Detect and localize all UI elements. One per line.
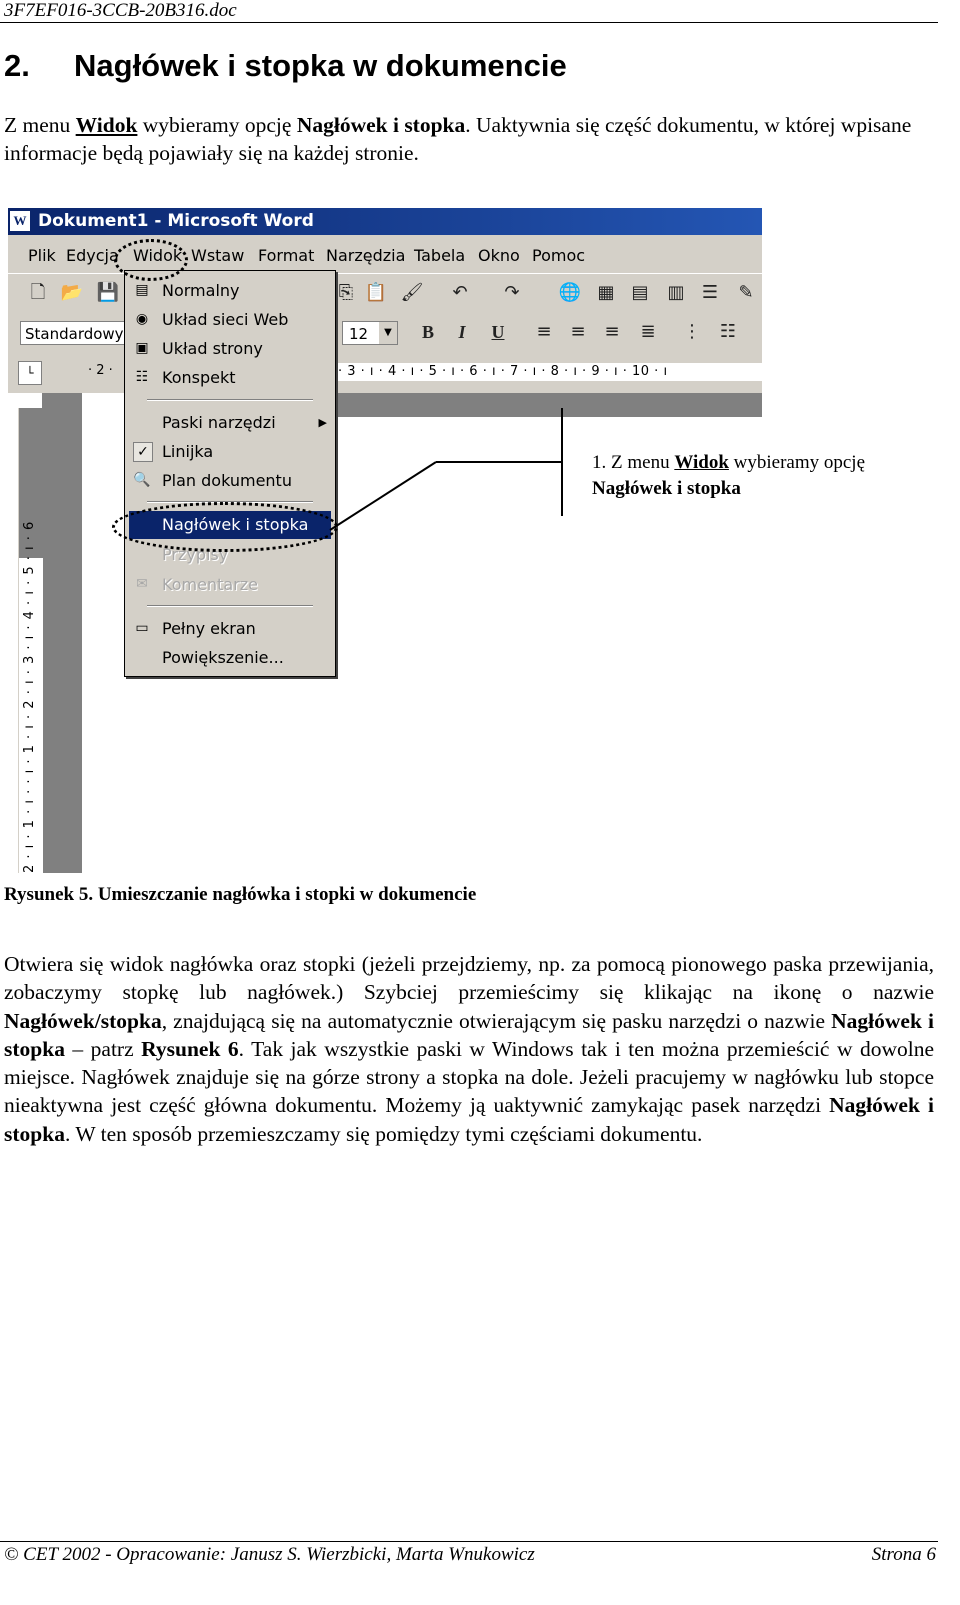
menu-narzedzia[interactable]: Narzędzia <box>326 246 406 265</box>
intro-text: Z menu <box>4 113 76 137</box>
menu-item-uklad-web[interactable] <box>125 306 335 334</box>
menu-wstaw[interactable]: Wstaw <box>191 246 245 265</box>
italic-button[interactable]: I <box>458 322 466 342</box>
page-layout-icon: ▣ <box>135 340 149 356</box>
menu-item-paski-narzedzi[interactable] <box>125 409 335 437</box>
naglowek-highlight-ring <box>112 502 338 552</box>
body-bold: Nagłówek i stopka <box>4 1093 935 1146</box>
submenu-arrow-icon: ▶ <box>318 416 327 429</box>
menu-item-label: Normalny <box>162 281 240 300</box>
page-number: Strona 6 <box>871 1544 936 1565</box>
menu-item-konspekt[interactable] <box>125 364 335 392</box>
menu-pomoc[interactable]: Pomoc <box>532 246 586 265</box>
menu-item-pelny-ekran[interactable] <box>125 615 335 643</box>
menu-item-uklad-strony[interactable] <box>125 335 335 363</box>
word-titlebar <box>8 208 762 235</box>
menu-item-label: Układ strony <box>162 339 263 358</box>
check-icon: ✓ <box>133 442 153 462</box>
redo-icon[interactable]: ↷ <box>504 282 520 303</box>
callout-widok: Widok <box>674 452 729 473</box>
style-select[interactable]: Standardowy <box>20 321 128 345</box>
menu-widok[interactable]: Widok <box>133 246 183 265</box>
menu-tabela[interactable]: Tabela <box>414 246 466 265</box>
figure-caption: Rysunek 5. Umieszczanie nagłówka i stopki w dokumencie <box>4 884 477 905</box>
full-screen-icon: ▭ <box>135 620 149 636</box>
document-filename: 3F7EF016-3CCB-20B316.doc <box>4 0 237 21</box>
header-rule <box>0 22 938 23</box>
menu-item-label: Konspekt <box>162 368 236 387</box>
hyperlink-icon[interactable]: 🌐 <box>558 282 582 303</box>
save-icon[interactable]: 💾 <box>96 282 120 303</box>
body-text: . W ten sposób przemieszczamy się pomiędzy tymi częściami dokumentu. <box>64 1121 703 1146</box>
section-number: 2. <box>4 48 30 83</box>
menu-item-label: Paski narzędzi <box>162 413 276 432</box>
font-size-select[interactable] <box>342 321 398 345</box>
intro-naglowek: Nagłówek i stopka <box>296 113 466 137</box>
workspace-margin-top <box>334 393 762 417</box>
workspace-margin <box>42 393 82 873</box>
callout-text <box>592 450 865 502</box>
menu-okno[interactable]: Okno <box>478 246 520 265</box>
paste-icon[interactable]: 📋 <box>364 282 388 303</box>
body-bold: Nagłówek/stopka <box>4 1008 162 1033</box>
justify-icon[interactable]: ≣ <box>640 321 656 342</box>
align-right-icon[interactable]: ≡ <box>604 321 620 342</box>
body-text: . Tak jak wszystkie paski w Windows tak i ten można przemieścić w dowolne miejsce. Nagłówek znajduje się na górze strony a stopka na dole. Jeżeli pracujemy w nagłówku lub stopce nieaktywna jest część główna dokumentu. Możemy ją uaktywnić zamykając pasek narzędzi <box>4 1036 935 1118</box>
align-left-icon[interactable]: ≡ <box>536 321 552 342</box>
intro-text: . Uaktywnia się część dokumentu, w której wpisane informacje będą pojawiały się na każdej stronie. <box>4 113 912 166</box>
undo-icon[interactable]: ↶ <box>452 282 468 303</box>
word-screenshot <box>8 208 762 873</box>
bullets-icon[interactable]: ☷ <box>719 321 737 342</box>
open-folder-icon[interactable]: 📂 <box>60 282 84 303</box>
menu-item-normalny[interactable] <box>125 277 335 305</box>
chevron-down-icon: ▼ <box>379 322 397 344</box>
callout-text-part: wybieramy opcję <box>728 452 866 473</box>
menu-item-linijka[interactable] <box>125 438 335 466</box>
body-bold: Rysunek 6 <box>141 1036 239 1061</box>
menu-item-powiekszenie[interactable] <box>125 644 335 672</box>
new-document-icon[interactable]: 🗋 <box>30 282 46 303</box>
tab-selector-icon[interactable]: └ <box>18 361 42 385</box>
word-window-title: Dokument1 - Microsoft Word <box>38 211 314 231</box>
intro-widok: Widok <box>75 113 138 137</box>
ruler-left-marks: · 2 · <box>88 363 113 378</box>
body-text: Otwiera się widok nagłówka oraz stopki (jeżeli przejdziemy, np. za pomocą pionowego paska przewijania, zobaczymy stopkę lub nagłówek.) Szybciej przemieścimy się klikając na ikonę o nazwie <box>4 952 934 1005</box>
callout-line-1 <box>592 450 865 476</box>
menu-item-label: Pełny ekran <box>162 619 256 638</box>
outline-icon: ☷ <box>135 369 149 385</box>
menu-item-label: Układ sieci Web <box>162 310 289 329</box>
menu-separator <box>147 605 313 607</box>
document-map-icon: 🔍 <box>133 472 151 488</box>
body-bold: Nagłówek i stopka <box>4 1008 935 1061</box>
menu-item-label: Powiększenie... <box>162 648 284 667</box>
font-size-value: 12 <box>349 325 369 343</box>
menu-item-plan-dokumentu[interactable] <box>125 467 335 495</box>
copy-icon[interactable]: ⎘ <box>338 282 354 303</box>
menu-item-label: Plan dokumentu <box>162 471 292 490</box>
menu-edycja[interactable]: Edycja <box>66 246 119 265</box>
menu-item-label: Przypisy <box>162 545 229 564</box>
section-title: Nagłówek i stopka w dokumencie <box>74 48 567 83</box>
ruler-marks: · 3 · ı · 4 · ı · 5 · ı · 6 · ı · 7 · ı · 8 · ı · 9 · ı · 10 · ı <box>338 363 762 381</box>
callout-text-part: 1. Z menu <box>592 452 675 473</box>
format-painter-icon[interactable]: 🖌 <box>400 282 424 303</box>
tables-borders-icon[interactable]: ▦ <box>597 282 615 303</box>
intro-text: wybieramy opcję <box>137 113 297 137</box>
insert-table-icon[interactable]: ▤ <box>631 282 649 303</box>
footer-credits: © CET 2002 - Opracowanie: Janusz S. Wierzbicki, Marta Wnukowicz <box>4 1544 535 1565</box>
menu-separator <box>147 399 313 401</box>
menu-item-komentarze <box>125 571 335 599</box>
section-heading <box>4 48 567 84</box>
underline-button[interactable]: U <box>491 322 505 342</box>
numbering-icon[interactable]: ⋮ <box>683 321 701 342</box>
drawing-icon[interactable]: ✎ <box>738 282 754 303</box>
insert-excel-icon[interactable]: ▥ <box>667 282 685 303</box>
vertical-ruler <box>18 408 43 873</box>
footer-rule <box>0 1541 938 1542</box>
vertical-ruler-marks: 2 · ı · 1 · ı · · ı · 1 · ı · 2 · ı · 3 · ı · 4 · ı · 5 · ı · 6 <box>22 520 37 873</box>
body-text: – patrz <box>64 1036 142 1061</box>
columns-icon[interactable]: ☰ <box>701 282 719 303</box>
align-center-icon[interactable]: ≡ <box>570 321 586 342</box>
callout-line-2 <box>592 476 865 502</box>
standard-toolbar <box>8 273 762 314</box>
horizontal-ruler <box>8 353 762 393</box>
web-layout-icon: ◉ <box>135 311 149 327</box>
normal-view-icon: ▤ <box>135 282 149 298</box>
body-paragraph <box>4 950 934 1148</box>
bold-button[interactable]: B <box>421 322 434 342</box>
word-app-icon: W <box>10 211 30 231</box>
menu-item-label: Linijka <box>162 442 214 461</box>
callout-naglowek: Nagłówek i stopka <box>592 478 741 499</box>
formatting-toolbar <box>8 313 762 353</box>
body-text: , znajdującą się na automatycznie otwierającym się pasku narzędzi o nazwie <box>161 1008 832 1033</box>
intro-paragraph <box>4 111 934 168</box>
menu-item-label: Nagłówek i stopka <box>162 515 309 534</box>
widok-dropdown-menu <box>124 270 336 677</box>
menu-plik[interactable]: Plik <box>28 246 56 265</box>
comments-icon: ✉ <box>136 576 148 592</box>
menu-item-label: Komentarze <box>162 575 258 594</box>
menu-format[interactable]: Format <box>258 246 315 265</box>
widok-highlight-ring <box>114 239 188 281</box>
